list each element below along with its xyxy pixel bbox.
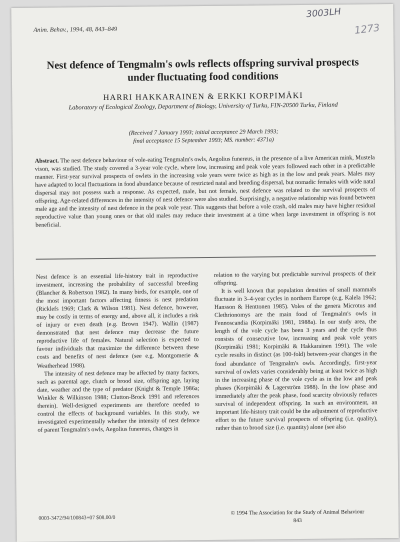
journal-page: [11, 4, 399, 542]
body-column-right: [214, 270, 378, 433]
abstract-text: The nest defence behaviour of vole-eating Tengmalm's owls, Aegolius funereus, in the presence of a live American mink, Mustela vison, was studied. The study covered a 3-year vole cycle, where low, increasing and peak vole years followed each other in a predictable manner. First-year survival prospects of owlets in the increasing vole years were twice as high as in the low and peak years. Males may have adapted to local fluctuations in food abundance because of restricted natal and breeding dispersal, but nomadic females with wide natal dispersal may not possess such a response. As expected, male, but not female, nest defence was related to the survival prospects of offspring. Age-related differences in the intensity of nest defence were also studied. Surprisingly, a negative relationship was found between male age and the intensity of nest defence in the peak vole year. This suggests that before a vole crash, old males may have higher residual reproductive value than young ones or that old males may reduce their investment at a time when large investment in offspring is not beneficial.: [34, 155, 376, 230]
handwritten-number: 1273: [353, 22, 381, 37]
copyright-footer: [216, 509, 378, 526]
page-number: 843: [293, 517, 302, 524]
body-paragraph: Nest defence is an essential life-history trait in reproductive investment, increasing the probability of successful breeding (Blancher & Robertson 1982). In many birds, for example, one of the most important factors affecting fitness is nest predation (Ricklefs 1969; Clark & Wilson 1981). Nest defence, however, may be costly in terms of energy and, above all, it includes a risk of injury or even death (e.g. Brown 1947). Wallin (1987) demonstrated that nest defence may decrease the future reproductive life of females. Natural selection is expected to favour individuals that maximize the difference between these costs and benefits of nest defence (see e.g. Montgomerie & Weatherhead 1988).: [36, 273, 199, 370]
author-affiliation: Laboratory of Ecological Zoology, Department of Biology, University of Turku, FIN-20500 Turku, Finland: [68, 101, 338, 112]
received-line: (Received 7 January 1993; initial acceptance 29 March 1993;: [128, 129, 279, 137]
body-paragraph: The intensity of nest defence may be affected by many factors, such as parental age, clutch or brood size, offspring age, laying date, weather and the type of predator (Knight & Temple 1986a; Winkler & Wilkinson 1988; Clutton-Brock 1991 and references therein). Well-designed experiments are therefore needed to control the effects of background variables. In this study, we investigated experimentally whether the intensity of nest defence of parent Tengmalm's owls, Aegolius funereus, changes in: [37, 369, 200, 434]
copyright-line: © 1994 The Association for the Study of Animal Behaviour: [230, 509, 365, 517]
handwritten-reference: 3003LH: [306, 7, 342, 21]
body-paragraph: relation to the varying but predictable survival prospects of their offspring.: [213, 271, 377, 287]
article-title: Nest defence of Tengmalm's owls reflects offspring survival prospects under fluctuating food conditions: [46, 57, 359, 84]
abstract-lead: Abstract.: [34, 158, 59, 165]
abstract-divider: [36, 255, 376, 260]
accepted-line: final acceptance 15 September 1993; MS. number: 4371a): [133, 137, 274, 145]
abstract: [35, 154, 376, 230]
body-paragraph: It is well known that population densities of small mammals fluctuate in 3–4-year cycles in northern Europe (e.g. Kalela 1962; Hansson & Henttonen 1985). Voles of the genera Microtus and Clethrionomys are the main food of Tengmalm's owls in Fennoscandia (Korpimäki 1981, 1988a). In our study area, the length of the vole cycle has been 3 years and the cycle thus consists of consecutive low, increasing and peak vole years (Korpimäki 1981; Korpimäki & Hakkarainen 1991). The vole cycle results in distinct (as 100-fold) between-year changes in the food abundance of Tengmalm's owls. Accordingly, first-year survival of owlets varies considerably being at least twice as high in the increasing phase of the vole cycle as in the low and peak phases (Korpimäki & Lagerström 1988). In the low phase and immediately after the peak phase, food scarcity obviously reduces survival of independent offspring. In such an environment, an important life-history trait could be the adjustment of reproductive effort to the future survival prospects of offspring (i.e. quality), rather than to brood size (i.e. quantity) alone (see also: [214, 287, 378, 432]
submission-dates: [53, 127, 355, 146]
body-column-left: [36, 272, 200, 435]
issn-code: 0003-3472/94/100843+07 $08.00/0: [38, 514, 116, 522]
journal-citation: Anim. Behav., 1994, 48, 843–849: [33, 25, 118, 34]
article-authors: HARRI HAKKARAINEN & ERKKI KORPIMÄKI: [103, 90, 304, 103]
